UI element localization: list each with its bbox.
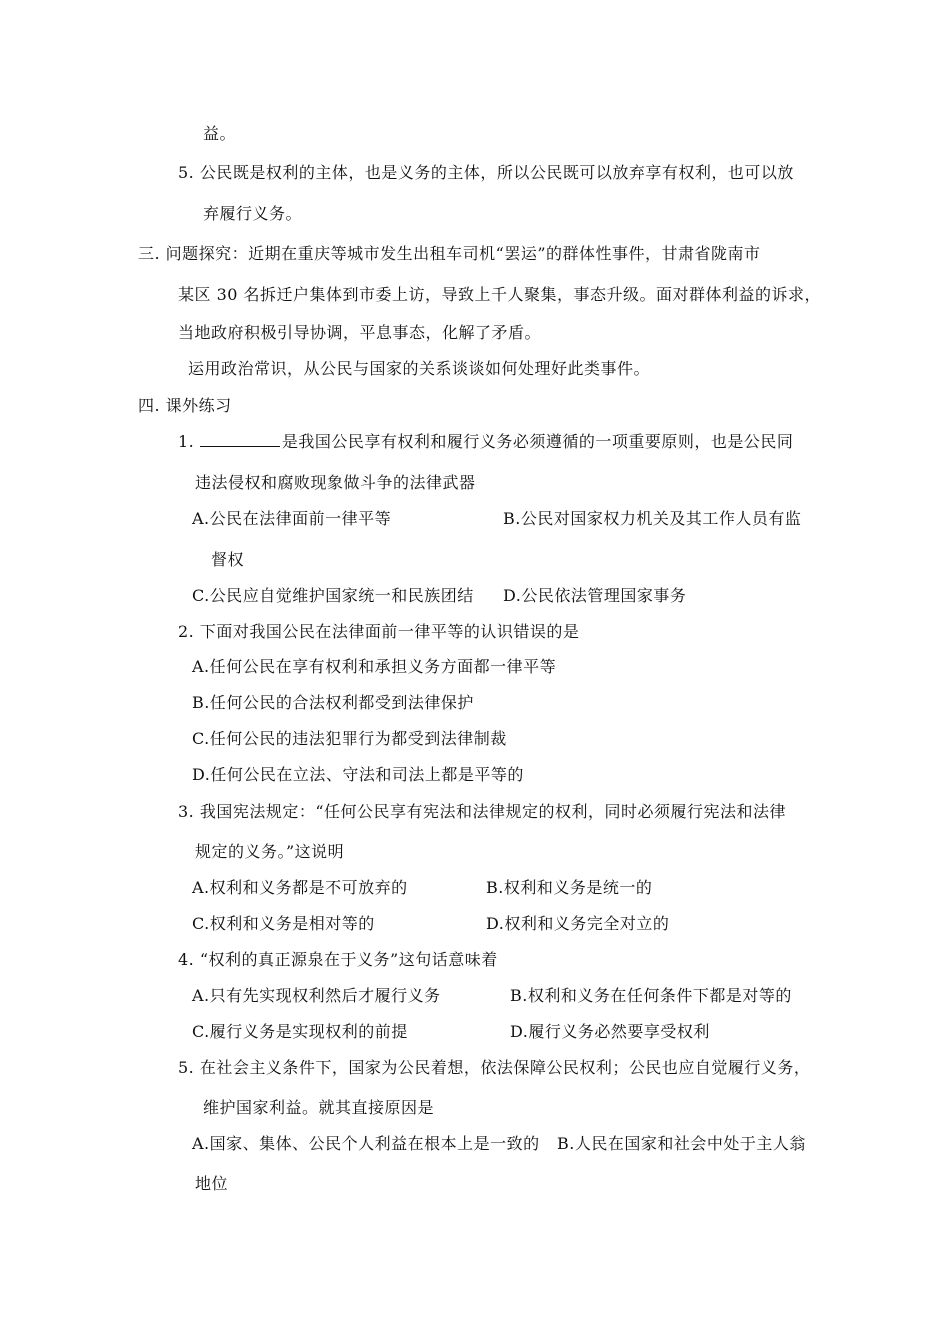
- q4-option-d: D.履行义务必然要享受权利: [510, 1022, 710, 1041]
- answer-blank: [200, 432, 280, 447]
- q5-line2: 维护国家利益。就其直接原因是: [203, 1098, 435, 1117]
- q5-line1: 5. 在社会主义条件下，国家为公民着想，依法保障公民权利；公民也应自觉履行义务，: [178, 1058, 811, 1077]
- q1-option-b-line2: 督权: [211, 550, 245, 569]
- q3-line1: 3. 我国宪法规定：“任何公民享有宪法和法律规定的权利，同时必须履行宪法和法律: [178, 802, 787, 821]
- item5-line2: 弃履行义务。: [203, 204, 303, 223]
- q1-option-b-line1: B.公民对国家权力机关及其工作人员有监: [503, 509, 802, 528]
- q1-line2: 违法侵权和腐败现象做斗争的法律武器: [195, 473, 476, 492]
- q4-option-b: B.权利和义务在任何条件下都是对等的: [510, 986, 792, 1005]
- section3-line2: 某区 30 名拆迁户集体到市委上访，导致上千人聚集，事态升级。面对群体利益的诉求，: [178, 285, 822, 304]
- q4-line1: 4. “权利的真正源泉在于义务”这句话意味着: [178, 950, 498, 969]
- q3-option-c: C.权利和义务是相对等的: [192, 914, 375, 933]
- q1-option-c: C.公民应自觉维护国家统一和民族团结: [192, 586, 474, 605]
- q1-number: 1.: [178, 432, 195, 451]
- q3-option-a: A.权利和义务都是不可放弃的: [192, 878, 408, 897]
- q2-option-d: D.任何公民在立法、守法和司法上都是平等的: [192, 765, 524, 784]
- q4-option-c: C.履行义务是实现权利的前提: [192, 1022, 408, 1041]
- q3-option-d: D.权利和义务完全对立的: [486, 914, 670, 933]
- q5-option-b-line1: B.人民在国家和社会中处于主人翁: [557, 1134, 806, 1153]
- section3-question: 运用政治常识，从公民与国家的关系谈谈如何处理好此类事件。: [188, 359, 651, 378]
- q2-option-a: A.任何公民在享有权利和承担义务方面都一律平等: [192, 657, 557, 676]
- q1-option-a: A.公民在法律面前一律平等: [192, 509, 392, 528]
- item5-line1: 5. 公民既是权利的主体，也是义务的主体，所以公民既可以放弃享有权利，也可以放: [178, 163, 794, 182]
- q2-line1: 2. 下面对我国公民在法律面前一律平等的认识错误的是: [178, 622, 580, 641]
- q1-line1: [178, 432, 793, 452]
- q2-option-c: C.任何公民的违法犯罪行为都受到法律制裁: [192, 729, 507, 748]
- q2-option-b: B.任何公民的合法权利都受到法律保护: [192, 693, 474, 712]
- q3-line2: 规定的义务。”这说明: [195, 842, 345, 861]
- q4-option-a: A.只有先实现权利然后才履行义务: [192, 986, 441, 1005]
- intro-line: 益。: [203, 124, 237, 143]
- q1-option-d: D.公民依法管理国家事务: [503, 586, 687, 605]
- q5-option-a: A.国家、集体、公民个人利益在根本上是一致的: [192, 1134, 540, 1153]
- section4-title: 四. 课外练习: [138, 396, 232, 415]
- q3-option-b: B.权利和义务是统一的: [486, 878, 653, 897]
- q5-option-b-line2: 地位: [195, 1174, 229, 1193]
- section3-line1: 三. 问题探究：近期在重庆等城市发生出租车司机“罢运”的群体性事件，甘肃省陇南市: [138, 244, 761, 263]
- section3-line3: 当地政府积极引导协调，平息事态，化解了矛盾。: [178, 323, 542, 342]
- q1-stem: 是我国公民享有权利和履行义务必须遵循的一项重要原则，也是公民同: [281, 432, 794, 451]
